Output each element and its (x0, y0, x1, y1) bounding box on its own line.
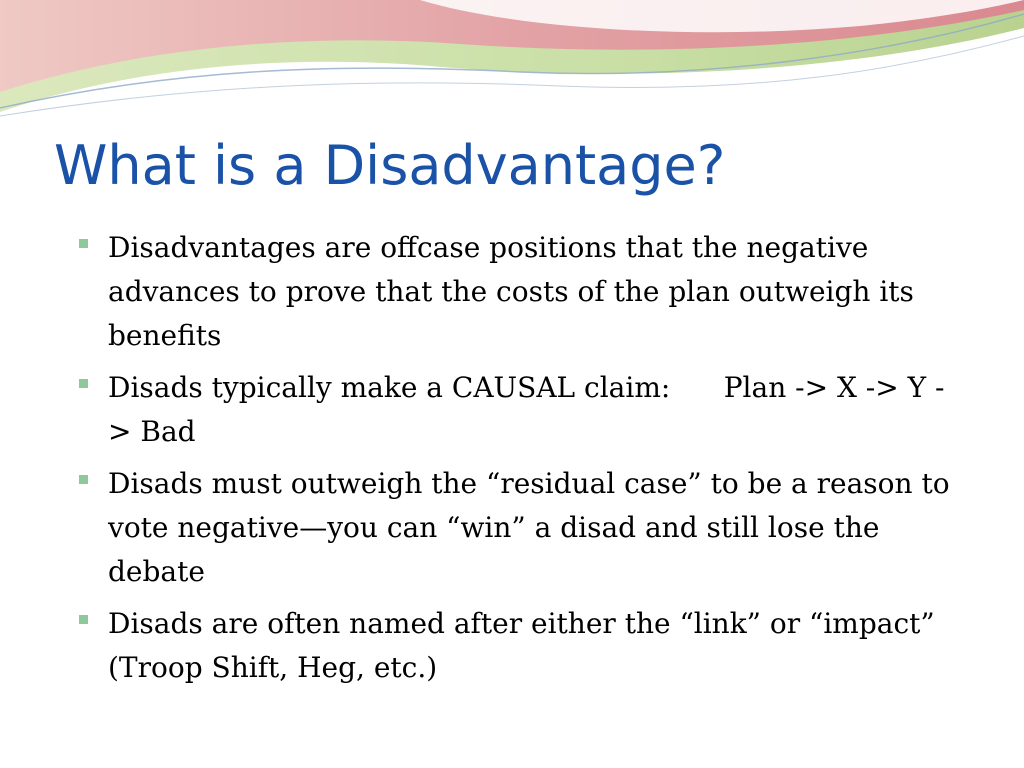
bullet-item (78, 462, 958, 594)
slide-title: What is a Disadvantage? (54, 134, 726, 197)
bullet-list (78, 226, 958, 698)
square-bullet-icon (79, 379, 88, 388)
bullet-text: Disadvantages are offcase positions that the negative advances to prove that the costs of the plan outweigh its benefits (108, 231, 923, 352)
square-bullet-icon (79, 239, 88, 248)
bullet-text: Disads typically make a CAUSAL claim: Plan -> X -> Y -> Bad (108, 371, 945, 448)
bullet-text: Disads are often named after either the “link” or “impact” (Troop Shift, Heg, etc.) (108, 607, 944, 684)
square-bullet-icon (79, 615, 88, 624)
bullet-text: Disads must outweigh the “residual case” to be a reason to vote negative—you can “win” a disad and still lose the debate (108, 467, 959, 588)
bullet-item (78, 226, 958, 358)
bullet-item (78, 366, 958, 454)
square-bullet-icon (79, 475, 88, 484)
bullet-item (78, 602, 958, 690)
